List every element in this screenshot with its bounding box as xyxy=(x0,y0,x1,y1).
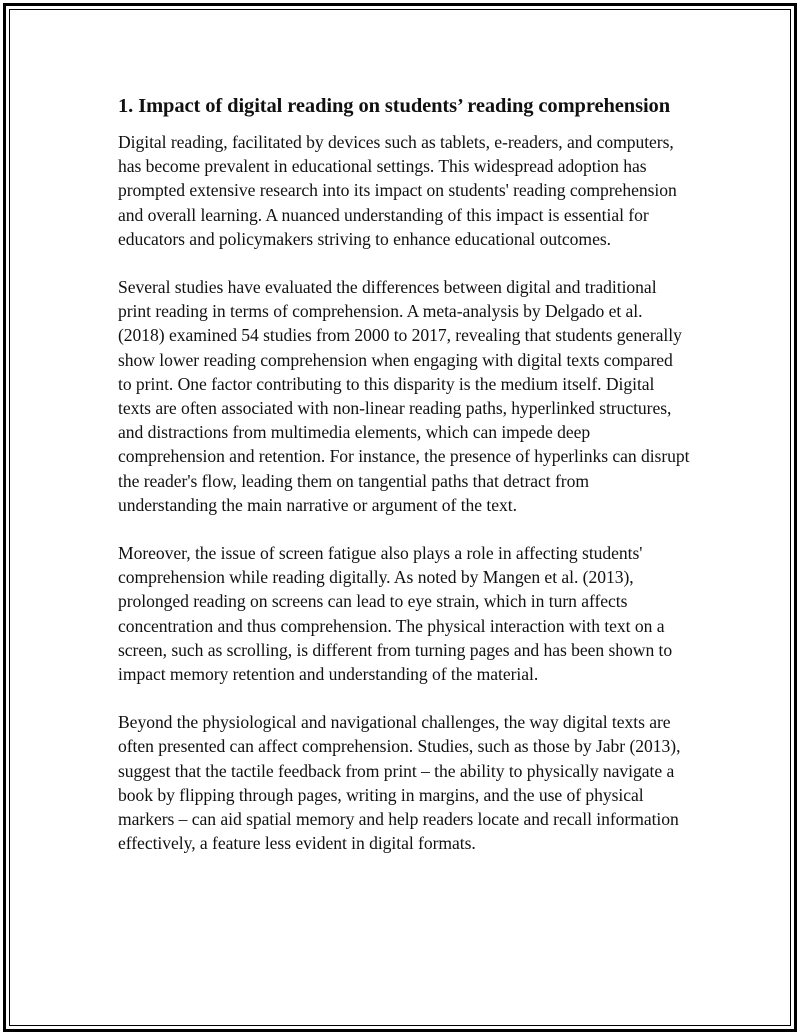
paragraph-tactile-feedback: Beyond the physiological and navigational challenges, the way digital texts are often presented can affect comprehension. Studies, such as those by Jabr (2013), suggest that the tactile feedback from print – the ability to physically navigate a book by flipping through pages, writing in margins, and the use of physical markers – can aid spatial memory and help readers locate and recall information effectively, a feature less evident in digital formats. xyxy=(118,712,681,854)
paragraph-screen-fatigue: Moreover, the issue of screen fatigue also plays a role in affecting students' comprehension while reading digitally. As noted by Mangen et al. (2013), prolonged reading on screens can lead to eye strain, which in turn affects concentration and thus comprehension. The physical interaction with text on a screen, such as scrolling, is different from turning pages and has been shown to impact memory retention and understanding of the material. xyxy=(118,543,673,685)
document-body xyxy=(118,92,690,855)
section-heading: 1. Impact of digital reading on students’ reading comprehension xyxy=(118,95,670,117)
paragraph-studies: Several studies have evaluated the differences between digital and traditional print reading in terms of comprehension. A meta-analysis by Delgado et al. (2018) examined 54 studies from 2000 to 2017, revealing that students generally show lower reading comprehension when engaging with digital texts compared to print. One factor contributing to this disparity is the medium itself. Digital texts are often associated with non-linear reading paths, hyperlinked structures, and distractions from multimedia elements, which can impede deep comprehension and retention. For instance, the presence of hyperlinks can disrupt the reader's flow, leading them on tangential paths that detract from understanding the main narrative or argument of the text. xyxy=(118,277,690,515)
paragraph-intro: Digital reading, facilitated by devices such as tablets, e-readers, and computers, has become prevalent in educational settings. This widespread adoption has prompted extensive research into its impact on students' reading comprehension and overall learning. A nuanced understanding of this impact is essential for educators and policymakers striving to enhance educational outcomes. xyxy=(118,132,677,249)
